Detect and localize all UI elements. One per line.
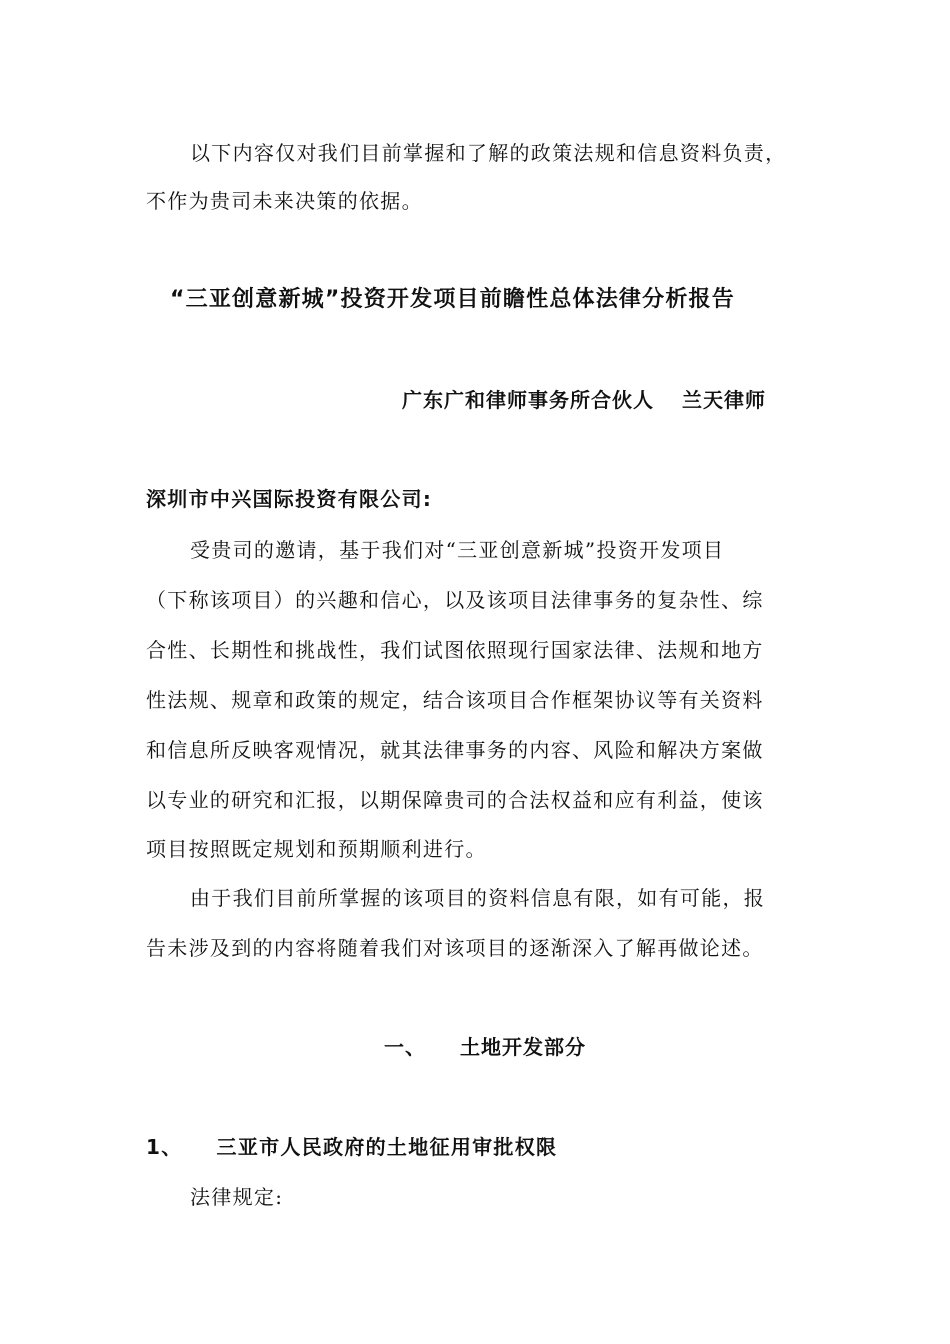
author-line [402,387,766,413]
author-name: 兰天律师 [682,388,766,412]
section-heading-land-development [384,1034,586,1060]
intro-line-4: 性法规、规章和政策的规定，结合该项目合作框架协议等有关资料 [146,688,764,712]
intro-line-6: 以专业的研究和汇报，以期保障贵司的合法权益和应有利益，使该 [146,788,764,812]
disclaimer-line-1: 以下内容仅对我们目前掌握和了解的政策法规和信息资料负责， [190,141,787,165]
author-firm-role: 广东广和律师事务所合伙人 [402,388,654,412]
subsection-heading-approval-authority [146,1134,557,1160]
limitation-line-2: 告未涉及到的内容将随着我们对该项目的逐渐深入了解再做论述。 [146,936,764,960]
intro-line-5: 和信息所反映客观情况，就其法律事务的内容、风险和解决方案做 [146,738,764,762]
section-title: 土地开发部分 [460,1035,586,1059]
disclaimer-line-2: 不作为贵司未来决策的依据。 [146,189,423,213]
addressee: 深圳市中兴国际投资有限公司: [146,487,433,511]
intro-line-7: 项目按照既定规划和预期顺利进行。 [146,837,487,861]
section-number: 一、 [384,1035,426,1059]
limitation-line-1: 由于我们目前所掌握的该项目的资料信息有限，如有可能，报 [190,886,766,910]
intro-line-2: （下称该项目）的兴趣和信心，以及该项目法律事务的复杂性、综 [146,588,764,612]
legal-provisions-label: 法律规定: [190,1185,284,1209]
intro-line-1: 受贵司的邀请，基于我们对“三亚创意新城”投资开发项目 [190,538,725,562]
report-title: “三亚创意新城”投资开发项目前瞻性总体法律分析报告 [170,287,735,312]
intro-line-3: 合性、长期性和挑战性，我们试图依照现行国家法律、法规和地方 [146,638,764,662]
subsection-number: 1、 [146,1135,183,1159]
subsection-title: 三亚市人民政府的土地征用审批权限 [216,1135,558,1159]
